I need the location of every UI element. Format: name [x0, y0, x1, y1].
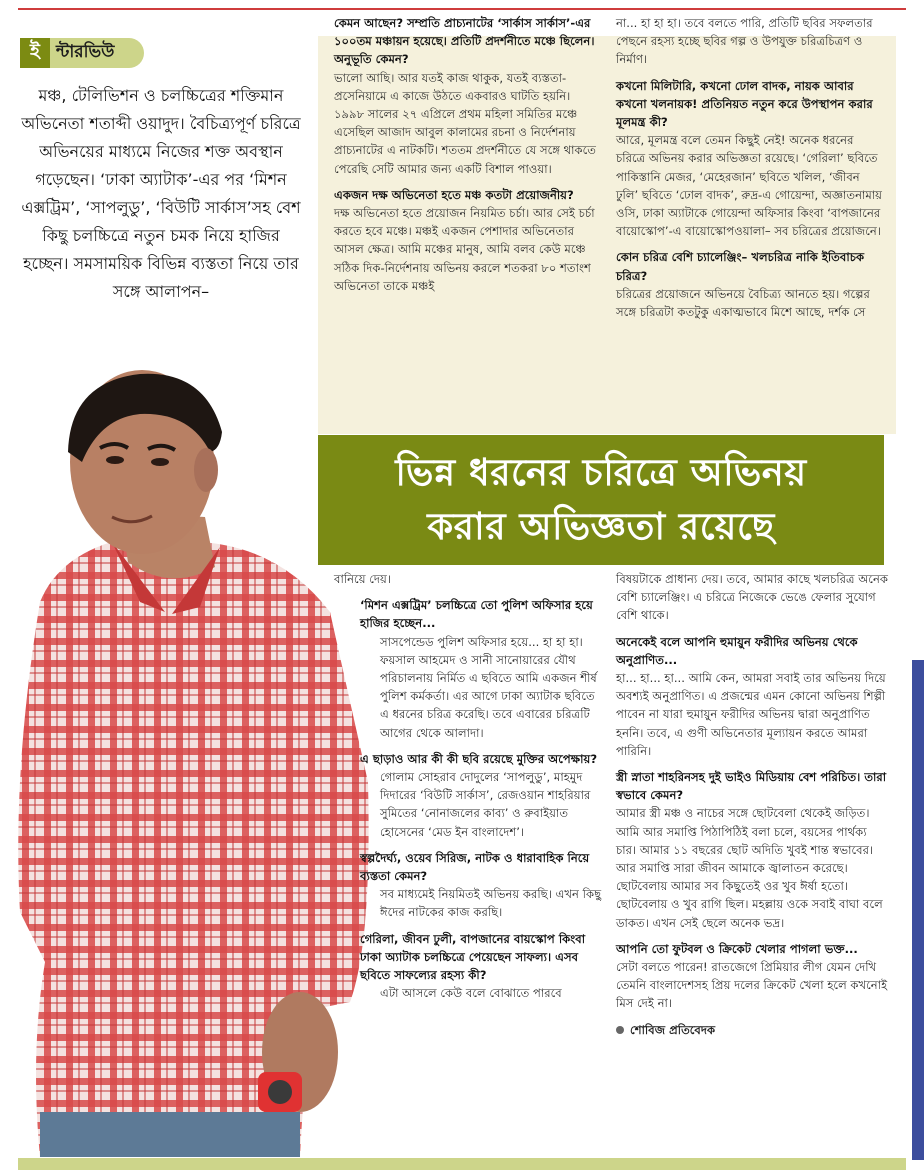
- answer: এটা আসলে কেউ বলে বোঝাতে পারবে: [380, 986, 562, 1001]
- bottom-left-column: [334, 570, 606, 1010]
- answer: আরে, মূলমন্ত্র বলে তেমন কিছুই নেই! অনেক ধরনের চরিত্রে অভিনয় করার অভিজ্ঞতা রয়েছে। ‘গেরিলা’ ছবিতে পাকিস্তানি মেজর, ‘মেহেরজান’ ছবিতে খলিল, ‘জীবন ঢুলি’ ছবিতে ‘ঢোল বাদক’, রুদ্র-এ গোয়েন্দা, অজ্ঞাতনামায় ওসি, ঢাকা অ্যাটাকে গোয়েন্দা অফিসার কিংবা ‘বাপজানের বায়োস্কোপ’-এ বায়োস্কোপওয়ালা– সব চরিত্রের প্রয়োজনে।: [616, 133, 883, 239]
- bullet-icon: [616, 1026, 624, 1034]
- answer-continued: বানিয়ে দেয়।: [334, 572, 391, 586]
- section-tag-label: ন্টারভিউ: [50, 38, 144, 68]
- side-accent-bar: [912, 660, 924, 1160]
- answer-continued: না... হা হা হা। তবে বলতে পারি, প্রতিটি ছবির সফলতার পেছনে রহস্য হচ্ছে ছবির গল্প ও উপযুক্ত চরিত্রচিত্রণ ও নির্মাণ।: [616, 16, 873, 67]
- answer: আমার স্ত্রী মঞ্চ ও নাচের সঙ্গে ছোটবেলা থেকেই জড়িত। আমি আর সমাপ্তি পিঠাপিঠিই বলা চলে, বয়সের পার্থক্য চার। আমার ১১ বছরের ছোট অদিতি খুবই শান্ত স্বভাবের। আর সমাপ্তি সারা জীবন আমাকে জ্বালাতন করেছে। ছোটবেলায় আমার সব কিছুতেই ওর খুব ঈর্ষা হতো। ছোটবেলায় ও খুব রাগি ছিল। মহল্লায় ওকে সবাই বাঘা বলে ডাকত। এখন সেই ছেলে অনেক ভদ্র।: [616, 806, 883, 930]
- top-rule: [18, 8, 906, 10]
- question: একজন দক্ষ অভিনেতা হতে মঞ্চ কতটা প্রয়োজনীয়?: [334, 187, 574, 202]
- answer: গোলাম সোহরাব দোদুলের ‘সাপলুডু’, মাহমুদ দিদারের ‘বিউটি সার্কাস’, রেজওয়ান শাহরিয়ার সুমিতের ‘নোনাজলের কাব্য’ ও রুবাইয়াত হোসেনের ‘মেড ইন বাংলাদেশ’।: [380, 770, 591, 839]
- bottom-right-column: [616, 570, 888, 1039]
- headline-line-2: করার অভিজ্ঞতা রয়েছে: [427, 505, 775, 548]
- byline-text: শোবিজ প্রতিবেদক: [630, 1022, 716, 1037]
- top-left-column: [334, 14, 602, 303]
- intro-paragraph: মঞ্চ, টেলিভিশন ও চলচ্চিত্রের শক্তিমান অভিনেতা শতাব্দী ওয়াদুদ। বৈচিত্র্যপূর্ণ চরিত্রে অভিনয়ের মাধ্যমে নিজের শক্ত অবস্থান গড়েছেন। ‘ঢাকা অ্যাটাক’-এর পর ‘মিশন এক্সট্রিম’, ‘সাপলুডু’, ‘বিউটি সার্কাস’সহ বেশ কিছু চলচ্চিত্রে নতুন চমক নিয়ে হাজির হচ্ছেন। সমসাময়িক বিভিন্ন ব্যস্ততা নিয়ে তার সঙ্গে আলাপন–: [21, 86, 301, 301]
- answer: দক্ষ অভিনেতা হতে প্রয়োজন নিয়মিত চর্চা। আর সেই চর্চা করতে হবে মঞ্চে। মঞ্চই একজন পেশাদার অভিনেতার আসল ক্ষেত্র। আমি মঞ্চের মানুষ, আমি বলব কেউ মঞ্চে সঠিক দিক-নির্দেশনায় অভিনয় করলে শতকরা ৮০ শতাংশ অভিনেতা তাকে মঞ্চই: [334, 206, 595, 293]
- question: কখনো মিলিটারি, কখনো ঢোল বাদক, নায়ক আবার কখনো খলনায়ক! প্রতিনিয়ত নতুন করে উপস্থাপন করার মূলমন্ত্র কী?: [616, 78, 873, 130]
- question: স্বল্পদৈর্ঘ্য, ওয়েব সিরিজ, নাটক ও ধারাবাহিক নিয়ে ব্যস্ততা কেমন?: [360, 850, 590, 884]
- headline-line-1: ভিন্ন ধরনের চরিত্রে অভিনয়: [395, 451, 807, 494]
- answer: সেটা বলতে পারেন! রাতজেগে প্রিমিয়ার লীগ যেমন দেখি তেমনি বাংলাদেশসহ প্রিয় দলের ক্রিকেট খেলা হলে কখনোই মিস দেই না।: [616, 960, 888, 1011]
- answer-continued: বিষয়টাকে প্রাধান্য দেয়। তবে, আমার কাছে খলচরিত্র অনেক বেশি চ্যালেঞ্জিং। এ চরিত্রে নিজেকে ভেঙে ফেলার সুযোগ বেশি থাকে।: [616, 572, 888, 623]
- question: স্ত্রী স্নাতা শাহরিনসহ দুই ভাইও মিডিয়ায় বেশ পরিচিত। তারা স্বভাবে কেমন?: [616, 770, 887, 803]
- question: কোন চরিত্র বেশি চ্যালেঞ্জিং– খলচরিত্র নাকি ইতিবাচক চরিত্র?: [616, 250, 865, 283]
- top-right-column: [616, 14, 884, 329]
- byline: [616, 1021, 888, 1039]
- answer: ভালো আছি। আর যতই কাজ থাকুক, যতই ব্যস্ততা-প্রসেনিয়ামে এ কাজে উঠতে একবারও ঘাটতি হয়নি। ১৯৯৮ সালের ২৭ এপ্রিলে প্রথম মহিলা সমিতির মঞ্চে এসেছিল আজাদ আবুল কালামের রচনা ও নির্দেশনায় প্রাচ্যনাটের এ নাটকটি। শততম প্রদর্শনীতে যে সঙ্গে থাকতে পেরেছি সেটি আমার জন্য একটি বিশাল পাওয়া।: [334, 70, 596, 176]
- bottom-rule: [18, 1158, 906, 1170]
- question: অনেকেই বলে আপনি হুমায়ুন ফরীদির অভিনয় থেকে অনুপ্রাণিত...: [616, 634, 858, 667]
- answer: সাসপেন্ডেড পুলিশ অফিসার হয়ে... হা হা হা। ফয়সাল আহমেদ ও সানী সানোয়ারের যৌথ পরিচালনায় নির্মিত এ ছবিতে আমি একজন শীর্ষ পুলিশ কর্মকর্তা। এর আগে ঢাকা অ্যাটাক ছবিতে এ ধরনের চরিত্র করেছি। তবে এবারের চরিত্রটি আগের থেকে আলাদা।: [380, 634, 597, 740]
- answer: সব মাধ্যমেই নিয়মিতই অভিনয় করছি। এখন কিছু ঈদের নাটকের কাজ করছি।: [380, 887, 602, 920]
- answer: হা... হা... হা... আমি কেন, আমরা সবাই তার অভিনয় দিয়ে অবশ্যই অনুপ্রাণিত। এ প্রজন্মের এমন কোনো অভিনয় শিল্পী পাবেন না যারা হুমায়ুন ফরীদির অভিনয় দ্বারা অনুপ্রাণিত হননি। তবে, এ গুণী অভিনেতার মূল্যায়ন করতে আমরা পারিনি।: [616, 671, 886, 758]
- question: ‘মিশন এক্সট্রিম’ চলচ্চিত্রে তো পুলিশ অফিসার হয়ে হাজির হচ্ছেন...: [360, 598, 593, 631]
- section-tag-initial: ই: [20, 38, 50, 68]
- question: কেমন আছেন? সম্প্রতি প্রাচ্যনাটের ‘সার্কাস সার্কাস’-এর ১০০তম মঞ্চায়ন হয়েছে। প্রতিটি প্রদর্শনীতে মঞ্চে ছিলেন। অনুভূতি কেমন?: [334, 16, 595, 67]
- answer: চরিত্রের প্রয়োজনে অভিনয়ে বৈচিত্র্য আনতে হয়। গল্পের সঙ্গে চরিত্রটা কতটুকু একাত্মভাবে মিশে আছে, দর্শক সে: [616, 286, 870, 320]
- section-tag: [20, 38, 144, 68]
- pull-headline: [318, 435, 884, 565]
- question: এ ছাড়াও আর কী কী ছবি রয়েছে মুক্তির অপেক্ষায়?: [360, 751, 598, 766]
- question: গেরিলা, জীবন ঢুলী, বাপজানের বায়স্কোপ কিংবা ঢাকা অ্যাটাক চলচ্চিত্রে পেয়েছেন সাফল্য। এসব ছবিতে সাফল্যের রহস্য কী?: [360, 931, 586, 983]
- question: আপনি তো ফুটবল ও ক্রিকেট খেলার পাগলা ভক্ত...: [616, 941, 858, 956]
